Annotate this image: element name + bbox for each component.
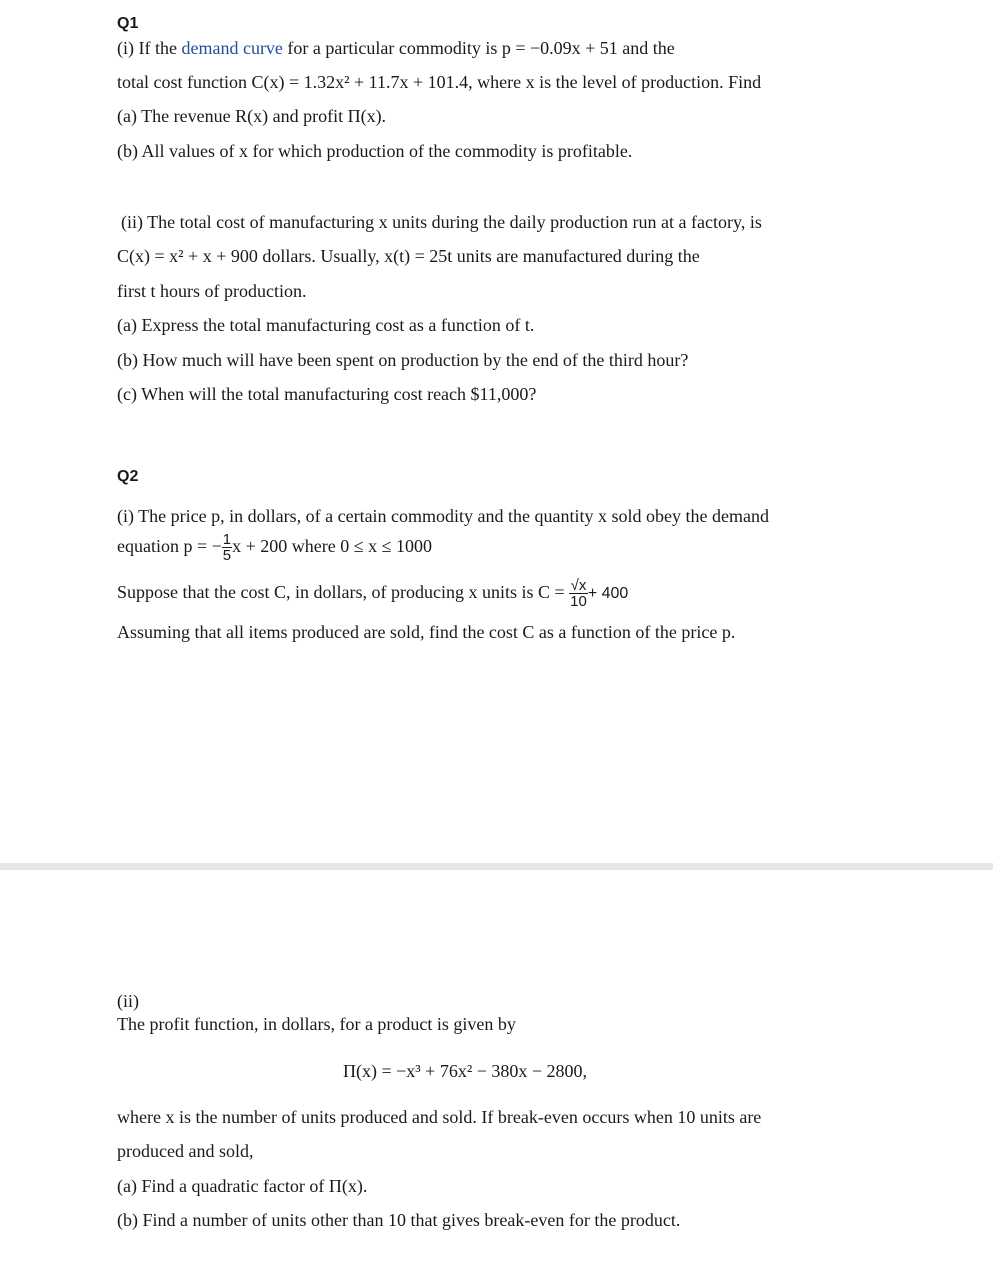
q2-ii-line1: The profit function, in dollars, for a product is given by bbox=[117, 1014, 516, 1034]
q1-heading: Q1 bbox=[117, 15, 139, 32]
q1-i-line1-start: (i) If the bbox=[117, 38, 182, 58]
q2-ii-label: (ii) bbox=[117, 991, 139, 1011]
demand-eq-prefix: equation p = − bbox=[117, 536, 222, 556]
cost-eq-numerator: √x bbox=[570, 577, 587, 595]
page-divider bbox=[0, 863, 993, 870]
q1-i-line1-end: for a particular commodity is p = −0.09x + 51 and the bbox=[282, 38, 675, 58]
cost-eq-prefix: Suppose that the cost C, in dollars, of producing x units is C = bbox=[117, 582, 565, 602]
q2-ii-part-b: (b) Find a number of units other than 10 that gives break-even for the product. bbox=[117, 1210, 681, 1230]
q1-ii-line2: C(x) = x² + x + 900 dollars. Usually, x(t) = 25t units are manufactured during the bbox=[117, 246, 700, 266]
q1-i-part-b: (b) All values of x for which production of the commodity is profitable. bbox=[117, 141, 633, 161]
q2-cost-equation bbox=[117, 572, 628, 614]
q2-ii-part-a: (a) Find a quadratic factor of Π(x). bbox=[117, 1176, 368, 1196]
q1-i-line2: total cost function C(x) = 1.32x² + 11.7x + 101.4, where x is the level of production. Find bbox=[117, 72, 762, 92]
q2-ii-line3: produced and sold, bbox=[117, 1141, 254, 1161]
q1-ii-line1: (ii) The total cost of manufacturing x units during the daily production run at a factory, is bbox=[121, 212, 762, 232]
q1-ii-part-c: (c) When will the total manufacturing cost reach $11,000? bbox=[117, 384, 537, 404]
q1-i-part-a: (a) The revenue R(x) and profit Π(x). bbox=[117, 106, 387, 126]
cost-eq-denominator: 10 bbox=[570, 593, 587, 611]
demand-eq-denominator: 5 bbox=[222, 547, 232, 565]
cost-eq-suffix: + 400 bbox=[587, 585, 629, 602]
q1-ii-line3: first t hours of production. bbox=[117, 281, 307, 301]
demand-eq-numerator: 1 bbox=[222, 531, 232, 549]
q2-ii-line2: where x is the number of units produced and sold. If break-even occurs when 10 units are bbox=[117, 1107, 762, 1127]
q2-heading: Q2 bbox=[117, 468, 139, 485]
q1-i-line1 bbox=[117, 37, 675, 59]
q1-ii-part-b: (b) How much will have been spent on production by the end of the third hour? bbox=[117, 350, 689, 370]
q1-ii-part-a: (a) Express the total manufacturing cost as a function of t. bbox=[117, 315, 535, 335]
q2-demand-equation bbox=[117, 527, 432, 565]
q2-i-line4: Assuming that all items produced are sold, find the cost C as a function of the price p. bbox=[117, 622, 736, 642]
demand-curve-link[interactable]: demand curve bbox=[181, 38, 283, 58]
demand-eq-fraction bbox=[222, 532, 232, 563]
cost-eq-fraction bbox=[569, 578, 588, 609]
demand-eq-suffix: x + 200 where 0 ≤ x ≤ 1000 bbox=[232, 536, 433, 556]
profit-formula: Π(x) = −x³ + 76x² − 380x − 2800, bbox=[343, 1061, 588, 1081]
q2-i-line1: (i) The price p, in dollars, of a certain commodity and the quantity x sold obey the demand bbox=[117, 506, 769, 526]
